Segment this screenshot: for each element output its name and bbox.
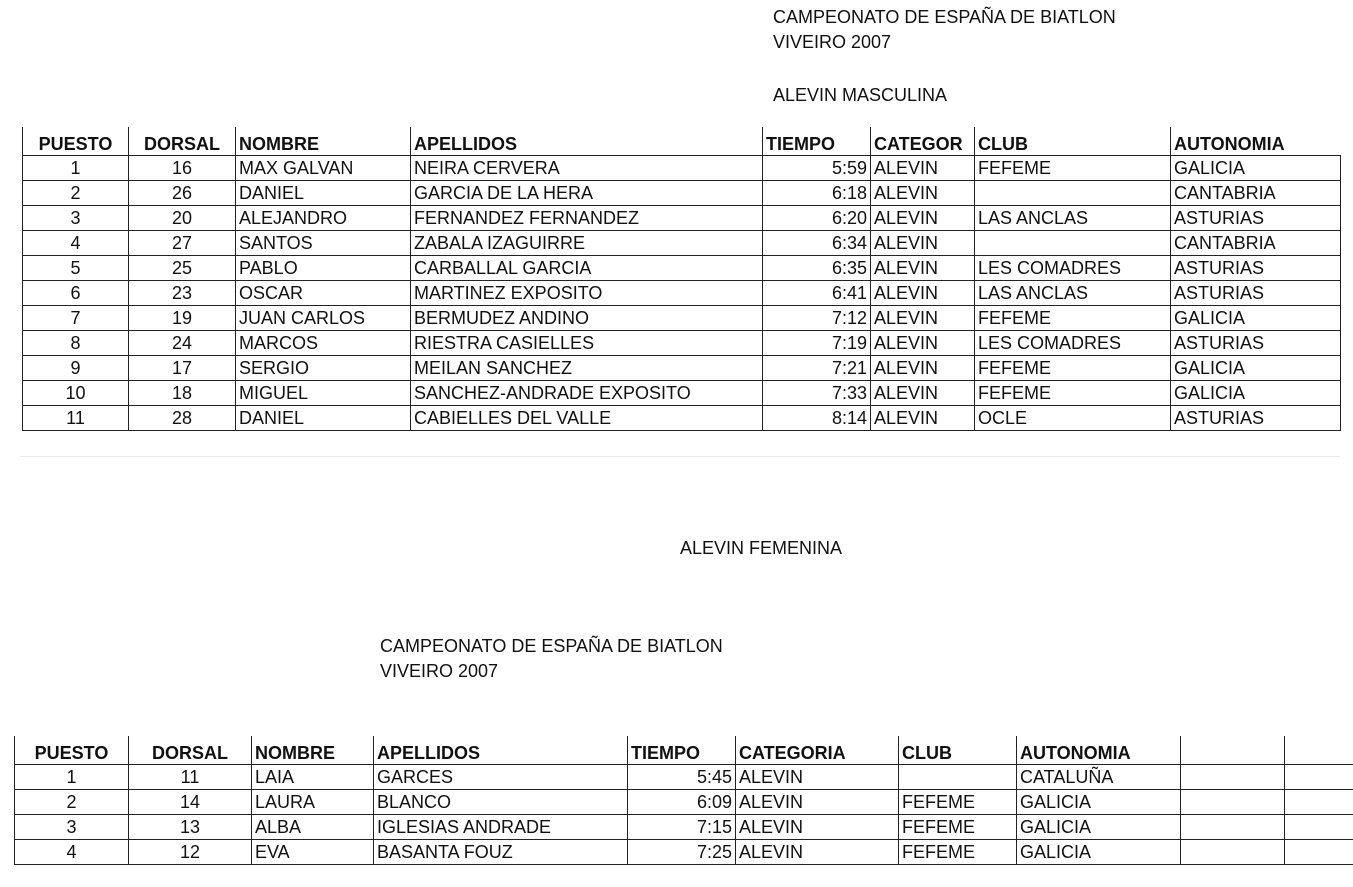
table-cell: 5:59 [763, 156, 871, 181]
column-header: DORSAL [129, 736, 252, 765]
table-cell: LES COMADRES [975, 331, 1171, 356]
table-cell: 24 [129, 331, 236, 356]
table-cell: MARTINEZ EXPOSITO [411, 281, 763, 306]
table-cell: ALEVIN [736, 790, 899, 815]
column-header: PUESTO [15, 736, 129, 765]
venue-year-2: VIVEIRO 2007 [380, 661, 499, 681]
column-header: NOMBRE [236, 127, 411, 156]
table-cell: 2 [15, 790, 129, 815]
table-cell: ALEVIN [871, 256, 975, 281]
table-cell [1285, 765, 1353, 790]
table-cell: 17 [129, 356, 236, 381]
table-row [23, 206, 1341, 231]
table-cell: SANTOS [236, 231, 411, 256]
column-header [1285, 736, 1353, 765]
table-cell: ASTURIAS [1171, 281, 1341, 306]
table-cell: FEFEME [899, 815, 1017, 840]
table-cell [1285, 815, 1353, 840]
table-cell: 1 [23, 156, 129, 181]
table-cell: LES COMADRES [975, 256, 1171, 281]
table-cell: 16 [129, 156, 236, 181]
table-cell [1181, 815, 1285, 840]
table-cell: 6:18 [763, 181, 871, 206]
column-header: TIEMPO [628, 736, 736, 765]
table-cell: 7:21 [763, 356, 871, 381]
table-cell: 4 [23, 231, 129, 256]
table-row [23, 231, 1341, 256]
venue-year: VIVEIRO 2007 [773, 32, 892, 52]
table-cell: 27 [129, 231, 236, 256]
table-cell: 1 [15, 765, 129, 790]
table-row [23, 356, 1341, 381]
table-cell [1181, 790, 1285, 815]
table-cell: 6:09 [628, 790, 736, 815]
column-header: CATEGOR [871, 127, 975, 156]
table-cell: 6 [23, 281, 129, 306]
table-cell: NEIRA CERVERA [411, 156, 763, 181]
table-cell: ALEVIN [871, 181, 975, 206]
table-cell: CANTABRIA [1171, 231, 1341, 256]
table-cell: 4 [15, 840, 129, 865]
table-cell: ALEVIN [871, 231, 975, 256]
table-cell: GALICIA [1017, 815, 1181, 840]
table-cell: 2 [23, 181, 129, 206]
table-row [23, 156, 1341, 181]
table-cell: ALEVIN [871, 406, 975, 431]
column-header: TIEMPO [763, 127, 871, 156]
table-cell [899, 765, 1017, 790]
column-header: APELLIDOS [411, 127, 763, 156]
table-cell: GARCES [374, 765, 628, 790]
table-cell: MIGUEL [236, 381, 411, 406]
table-row [23, 181, 1341, 206]
results-table-male [22, 127, 1341, 431]
table-cell [1181, 840, 1285, 865]
table-cell: 6:20 [763, 206, 871, 231]
category-title-male: ALEVIN MASCULINA [773, 85, 948, 105]
table-cell: ALEVIN [871, 381, 975, 406]
table-cell: OCLE [975, 406, 1171, 431]
table-cell: ALEVIN [871, 306, 975, 331]
table-cell: FEFEME [975, 356, 1171, 381]
table-row [23, 256, 1341, 281]
column-header: APELLIDOS [374, 736, 628, 765]
table-cell: SANCHEZ-ANDRADE EXPOSITO [411, 381, 763, 406]
table-cell: GARCIA DE LA HERA [411, 181, 763, 206]
table-cell: CATALUÑA [1017, 765, 1181, 790]
table-cell: ALEVIN [736, 840, 899, 865]
table-cell: ALEVIN [871, 156, 975, 181]
table-row [15, 815, 1353, 840]
column-header: CATEGORIA [736, 736, 899, 765]
table-cell: BERMUDEZ ANDINO [411, 306, 763, 331]
table-cell: 10 [23, 381, 129, 406]
table-cell: MAX GALVAN [236, 156, 411, 181]
table-cell: ASTURIAS [1171, 206, 1341, 231]
table-cell: 7:12 [763, 306, 871, 331]
table-cell: 18 [129, 381, 236, 406]
table-cell: GALICIA [1171, 156, 1341, 181]
table-cell: ASTURIAS [1171, 331, 1341, 356]
column-header: CLUB [899, 736, 1017, 765]
table-cell: LAURA [252, 790, 374, 815]
table-row [23, 281, 1341, 306]
table-cell: EVA [252, 840, 374, 865]
table-cell: 7:19 [763, 331, 871, 356]
table-cell: 7 [23, 306, 129, 331]
table-cell: FERNANDEZ FERNANDEZ [411, 206, 763, 231]
table-cell: ALEVIN [871, 206, 975, 231]
table-cell: 8:14 [763, 406, 871, 431]
table-cell: MARCOS [236, 331, 411, 356]
table-cell: 20 [129, 206, 236, 231]
table-cell [1285, 840, 1353, 865]
table-cell: 8 [23, 331, 129, 356]
table-cell: 5 [23, 256, 129, 281]
table-cell: GALICIA [1171, 381, 1341, 406]
table-cell: RIESTRA CASIELLES [411, 331, 763, 356]
table-cell: IGLESIAS ANDRADE [374, 815, 628, 840]
table-cell [1181, 765, 1285, 790]
table-row [15, 840, 1353, 865]
table-cell: ALEJANDRO [236, 206, 411, 231]
table-cell: ALEVIN [736, 815, 899, 840]
column-header: NOMBRE [252, 736, 374, 765]
table-cell: 28 [129, 406, 236, 431]
column-header: PUESTO [23, 127, 129, 156]
table-cell [1285, 790, 1353, 815]
table-cell: ZABALA IZAGUIRRE [411, 231, 763, 256]
table-cell: GALICIA [1171, 306, 1341, 331]
table-cell: ALEVIN [871, 331, 975, 356]
column-header: DORSAL [129, 127, 236, 156]
table-cell: 14 [129, 790, 252, 815]
table-cell [975, 231, 1171, 256]
table-cell: FEFEME [975, 156, 1171, 181]
table-cell: 13 [129, 815, 252, 840]
table-row [23, 331, 1341, 356]
column-header: AUTONOMIA [1171, 127, 1341, 156]
table-cell: ASTURIAS [1171, 256, 1341, 281]
table-cell: OSCAR [236, 281, 411, 306]
table-cell: 25 [129, 256, 236, 281]
table-cell: ALEVIN [871, 356, 975, 381]
table-cell: 6:35 [763, 256, 871, 281]
table-cell: FEFEME [975, 381, 1171, 406]
table-cell: FEFEME [975, 306, 1171, 331]
table-cell: 3 [23, 206, 129, 231]
table-row [23, 406, 1341, 431]
table-cell: 5:45 [628, 765, 736, 790]
table-cell: 7:15 [628, 815, 736, 840]
table-cell: 6:34 [763, 231, 871, 256]
table-cell: MEILAN SANCHEZ [411, 356, 763, 381]
category-title-female: ALEVIN FEMENINA [680, 538, 843, 558]
results-table-female [14, 736, 1353, 865]
table-cell: 11 [23, 406, 129, 431]
table-cell: 6:41 [763, 281, 871, 306]
scan-artifact [20, 456, 1340, 457]
table-cell: LAS ANCLAS [975, 206, 1171, 231]
table-cell: 7:25 [628, 840, 736, 865]
table-row [23, 381, 1341, 406]
table-cell: ALEVIN [871, 281, 975, 306]
table-cell: FEFEME [899, 790, 1017, 815]
table-cell: CABIELLES DEL VALLE [411, 406, 763, 431]
table-cell: SERGIO [236, 356, 411, 381]
table-row [15, 790, 1353, 815]
table-cell [975, 181, 1171, 206]
table-cell: GALICIA [1017, 790, 1181, 815]
table-cell: 9 [23, 356, 129, 381]
table-cell: ASTURIAS [1171, 406, 1341, 431]
table-cell: 12 [129, 840, 252, 865]
table-cell: JUAN CARLOS [236, 306, 411, 331]
table-cell: 23 [129, 281, 236, 306]
table-cell: ALBA [252, 815, 374, 840]
table-cell: PABLO [236, 256, 411, 281]
table-cell: BLANCO [374, 790, 628, 815]
championship-title-2: CAMPEONATO DE ESPAÑA DE BIATLON [380, 636, 723, 656]
column-header: CLUB [975, 127, 1171, 156]
table-cell: CANTABRIA [1171, 181, 1341, 206]
championship-title: CAMPEONATO DE ESPAÑA DE BIATLON [773, 7, 1116, 27]
table-cell: GALICIA [1017, 840, 1181, 865]
table-cell: GALICIA [1171, 356, 1341, 381]
table-cell: 26 [129, 181, 236, 206]
table-cell: 3 [15, 815, 129, 840]
column-header [1181, 736, 1285, 765]
table-cell: FEFEME [899, 840, 1017, 865]
table-cell: LAIA [252, 765, 374, 790]
table-cell: DANIEL [236, 181, 411, 206]
table-row [23, 306, 1341, 331]
table-cell: CARBALLAL GARCIA [411, 256, 763, 281]
table-cell: DANIEL [236, 406, 411, 431]
table-cell: 11 [129, 765, 252, 790]
table-cell: 19 [129, 306, 236, 331]
table-cell: LAS ANCLAS [975, 281, 1171, 306]
table-cell: 7:33 [763, 381, 871, 406]
table-row [15, 765, 1353, 790]
column-header: AUTONOMIA [1017, 736, 1181, 765]
table-cell: ALEVIN [736, 765, 899, 790]
table-cell: BASANTA FOUZ [374, 840, 628, 865]
